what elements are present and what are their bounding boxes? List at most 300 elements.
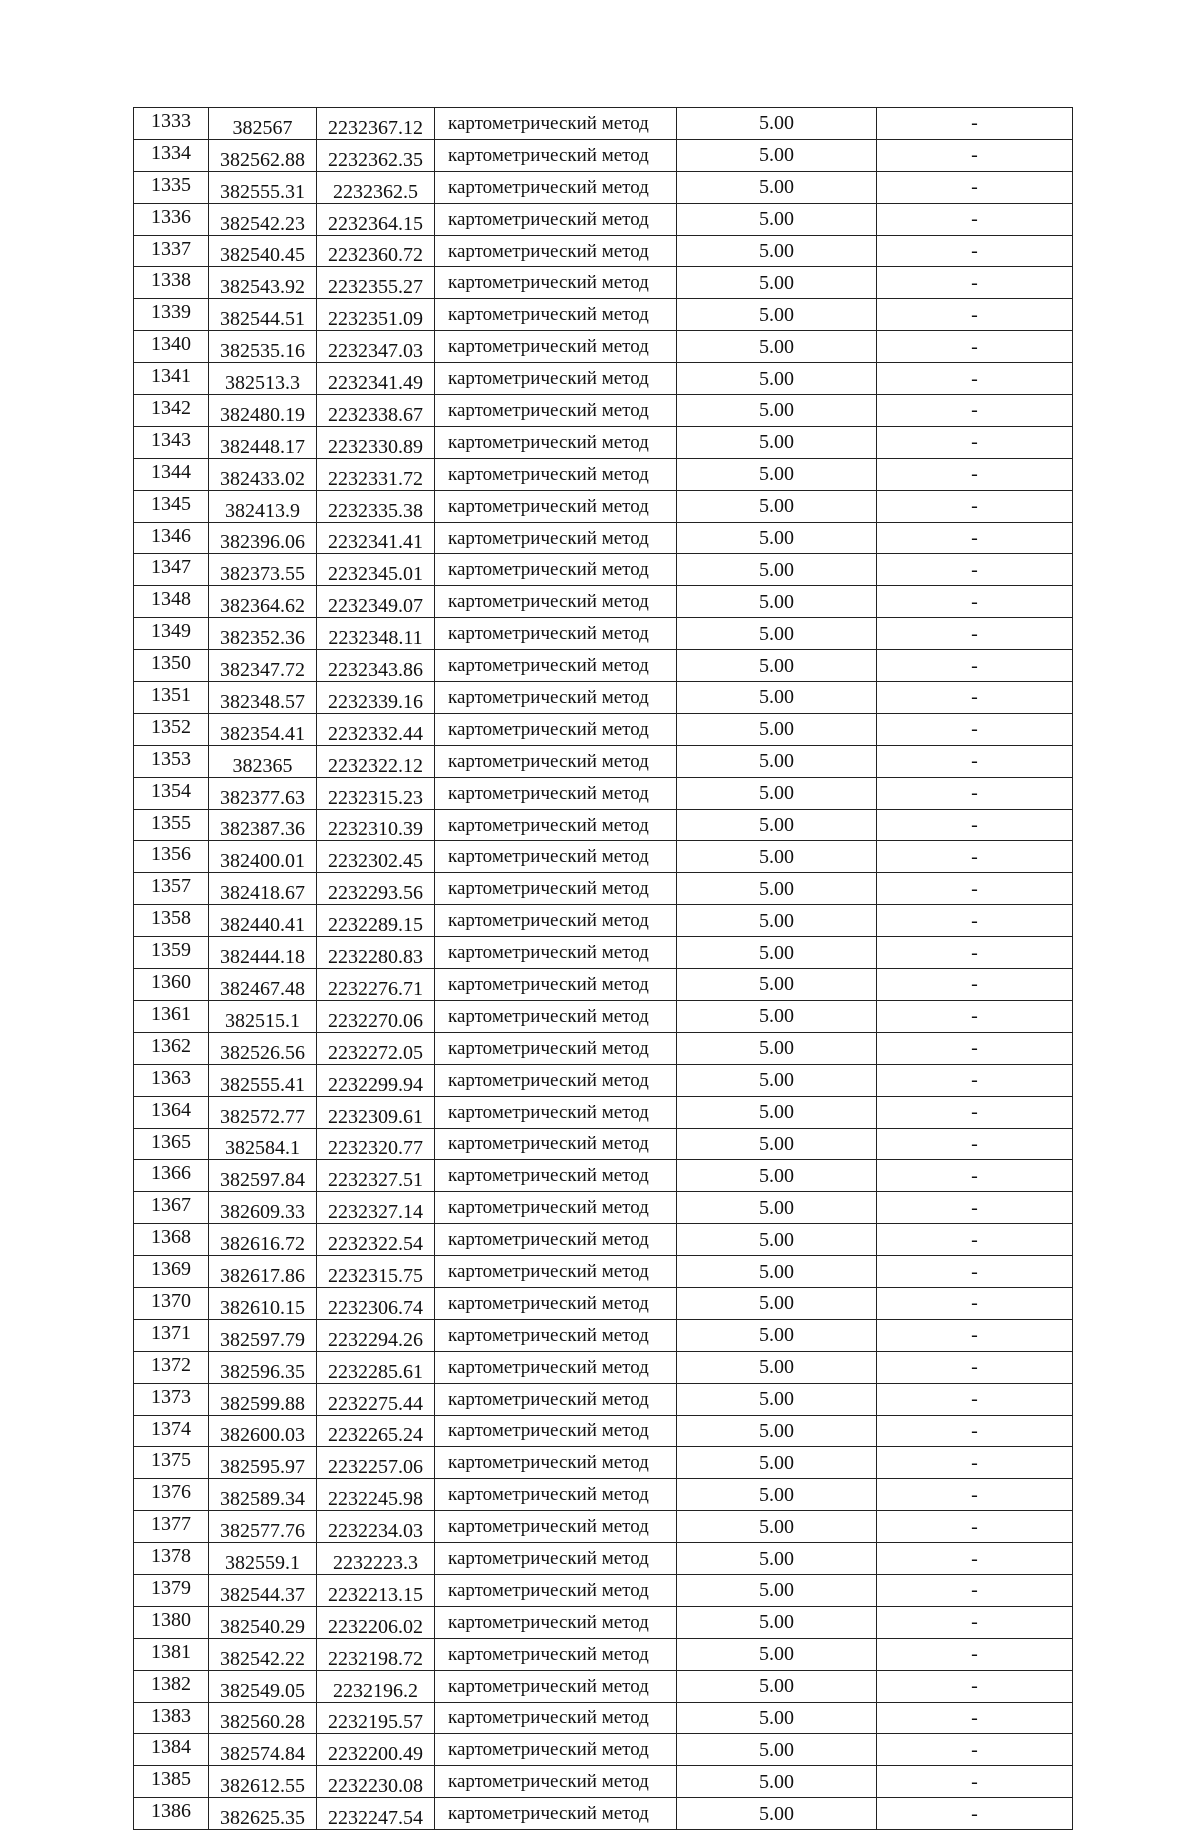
accuracy-cell: 5.00 — [677, 1287, 877, 1319]
x-coordinate-cell: 382347.72 — [209, 650, 317, 682]
point-number-cell: 1350 — [134, 650, 209, 682]
description-cell: - — [877, 267, 1073, 299]
description-cell: - — [877, 1798, 1073, 1830]
x-coordinate-cell: 382440.41 — [209, 905, 317, 937]
table-row — [134, 139, 1073, 171]
table-row — [134, 1638, 1073, 1670]
point-number-cell: 1338 — [134, 267, 209, 299]
table-row — [134, 1064, 1073, 1096]
description-cell: - — [877, 1224, 1073, 1256]
method-cell: картометрический метод — [435, 363, 677, 395]
method-cell: картометрический метод — [435, 873, 677, 905]
y-coordinate-cell: 2232198.72 — [317, 1638, 435, 1670]
table-row — [134, 1096, 1073, 1128]
method-cell: картометрический метод — [435, 777, 677, 809]
x-coordinate-cell: 382609.33 — [209, 1192, 317, 1224]
description-cell: - — [877, 108, 1073, 140]
description-cell: - — [877, 1383, 1073, 1415]
description-cell: - — [877, 171, 1073, 203]
y-coordinate-cell: 2232309.61 — [317, 1096, 435, 1128]
description-cell: - — [877, 1000, 1073, 1032]
description-cell: - — [877, 1606, 1073, 1638]
method-cell: картометрический метод — [435, 1798, 677, 1830]
point-number-cell: 1384 — [134, 1734, 209, 1766]
table-row — [134, 1000, 1073, 1032]
description-cell: - — [877, 650, 1073, 682]
x-coordinate-cell: 382515.1 — [209, 1000, 317, 1032]
method-cell: картометрический метод — [435, 1192, 677, 1224]
description-cell: - — [877, 1032, 1073, 1064]
method-cell: картометрический метод — [435, 490, 677, 522]
description-cell: - — [877, 1766, 1073, 1798]
accuracy-cell: 5.00 — [677, 490, 877, 522]
table-row — [134, 873, 1073, 905]
description-cell: - — [877, 1319, 1073, 1351]
accuracy-cell: 5.00 — [677, 299, 877, 331]
point-number-cell: 1364 — [134, 1096, 209, 1128]
table-row — [134, 1798, 1073, 1830]
description-cell: - — [877, 1192, 1073, 1224]
description-cell: - — [877, 1670, 1073, 1702]
y-coordinate-cell: 2232327.14 — [317, 1192, 435, 1224]
x-coordinate-cell: 382352.36 — [209, 618, 317, 650]
description-cell: - — [877, 490, 1073, 522]
description-cell: - — [877, 426, 1073, 458]
table-row — [134, 586, 1073, 618]
table-row — [134, 1766, 1073, 1798]
method-cell: картометрический метод — [435, 1766, 677, 1798]
x-coordinate-cell: 382448.17 — [209, 426, 317, 458]
table-row — [134, 1606, 1073, 1638]
description-cell: - — [877, 395, 1073, 427]
point-number-cell: 1356 — [134, 841, 209, 873]
y-coordinate-cell: 2232213.15 — [317, 1574, 435, 1606]
x-coordinate-cell: 382600.03 — [209, 1415, 317, 1447]
method-cell: картометрический метод — [435, 841, 677, 873]
point-number-cell: 1373 — [134, 1383, 209, 1415]
point-number-cell: 1382 — [134, 1670, 209, 1702]
accuracy-cell: 5.00 — [677, 1032, 877, 1064]
x-coordinate-cell: 382373.55 — [209, 554, 317, 586]
accuracy-cell: 5.00 — [677, 809, 877, 841]
point-number-cell: 1353 — [134, 745, 209, 777]
method-cell: картометрический метод — [435, 554, 677, 586]
table-row — [134, 937, 1073, 969]
table-row — [134, 682, 1073, 714]
x-coordinate-cell: 382616.72 — [209, 1224, 317, 1256]
y-coordinate-cell: 2232351.09 — [317, 299, 435, 331]
table-row — [134, 905, 1073, 937]
y-coordinate-cell: 2232306.74 — [317, 1287, 435, 1319]
accuracy-cell: 5.00 — [677, 777, 877, 809]
accuracy-cell: 5.00 — [677, 650, 877, 682]
description-cell: - — [877, 937, 1073, 969]
accuracy-cell: 5.00 — [677, 841, 877, 873]
accuracy-cell: 5.00 — [677, 1574, 877, 1606]
accuracy-cell: 5.00 — [677, 1415, 877, 1447]
x-coordinate-cell: 382544.37 — [209, 1574, 317, 1606]
table-row — [134, 331, 1073, 363]
y-coordinate-cell: 2232320.77 — [317, 1128, 435, 1160]
method-cell: картометрический метод — [435, 1256, 677, 1288]
point-number-cell: 1376 — [134, 1479, 209, 1511]
accuracy-cell: 5.00 — [677, 713, 877, 745]
description-cell: - — [877, 586, 1073, 618]
point-number-cell: 1346 — [134, 522, 209, 554]
method-cell: картометрический метод — [435, 682, 677, 714]
x-coordinate-cell: 382348.57 — [209, 682, 317, 714]
x-coordinate-cell: 382595.97 — [209, 1447, 317, 1479]
accuracy-cell: 5.00 — [677, 873, 877, 905]
x-coordinate-cell: 382560.28 — [209, 1702, 317, 1734]
description-cell: - — [877, 841, 1073, 873]
method-cell: картометрический метод — [435, 522, 677, 554]
point-number-cell: 1361 — [134, 1000, 209, 1032]
coordinates-table-body — [134, 108, 1073, 1830]
description-cell: - — [877, 554, 1073, 586]
y-coordinate-cell: 2232234.03 — [317, 1511, 435, 1543]
y-coordinate-cell: 2232330.89 — [317, 426, 435, 458]
table-row — [134, 522, 1073, 554]
accuracy-cell: 5.00 — [677, 1351, 877, 1383]
point-number-cell: 1337 — [134, 235, 209, 267]
accuracy-cell: 5.00 — [677, 1383, 877, 1415]
y-coordinate-cell: 2232367.12 — [317, 108, 435, 140]
description-cell: - — [877, 1702, 1073, 1734]
y-coordinate-cell: 2232315.23 — [317, 777, 435, 809]
method-cell: картометрический метод — [435, 1287, 677, 1319]
table-row — [134, 1734, 1073, 1766]
method-cell: картометрический метод — [435, 139, 677, 171]
method-cell: картометрический метод — [435, 1351, 677, 1383]
accuracy-cell: 5.00 — [677, 1064, 877, 1096]
description-cell: - — [877, 682, 1073, 714]
point-number-cell: 1369 — [134, 1256, 209, 1288]
x-coordinate-cell: 382354.41 — [209, 713, 317, 745]
accuracy-cell: 5.00 — [677, 1511, 877, 1543]
point-number-cell: 1375 — [134, 1447, 209, 1479]
point-number-cell: 1352 — [134, 713, 209, 745]
x-coordinate-cell: 382377.63 — [209, 777, 317, 809]
table-row — [134, 171, 1073, 203]
accuracy-cell: 5.00 — [677, 1256, 877, 1288]
method-cell: картометрический метод — [435, 586, 677, 618]
method-cell: картометрический метод — [435, 713, 677, 745]
x-coordinate-cell: 382365 — [209, 745, 317, 777]
x-coordinate-cell: 382467.48 — [209, 969, 317, 1001]
method-cell: картометрический метод — [435, 1670, 677, 1702]
description-cell: - — [877, 1064, 1073, 1096]
y-coordinate-cell: 2232289.15 — [317, 905, 435, 937]
accuracy-cell: 5.00 — [677, 108, 877, 140]
y-coordinate-cell: 2232355.27 — [317, 267, 435, 299]
x-coordinate-cell: 382599.88 — [209, 1383, 317, 1415]
table-row — [134, 458, 1073, 490]
accuracy-cell: 5.00 — [677, 267, 877, 299]
x-coordinate-cell: 382559.1 — [209, 1543, 317, 1575]
method-cell: картометрический метод — [435, 1479, 677, 1511]
point-number-cell: 1333 — [134, 108, 209, 140]
description-cell: - — [877, 331, 1073, 363]
x-coordinate-cell: 382396.06 — [209, 522, 317, 554]
point-number-cell: 1336 — [134, 203, 209, 235]
y-coordinate-cell: 2232206.02 — [317, 1606, 435, 1638]
x-coordinate-cell: 382413.9 — [209, 490, 317, 522]
x-coordinate-cell: 382562.88 — [209, 139, 317, 171]
accuracy-cell: 5.00 — [677, 1543, 877, 1575]
description-cell: - — [877, 777, 1073, 809]
point-number-cell: 1335 — [134, 171, 209, 203]
y-coordinate-cell: 2232275.44 — [317, 1383, 435, 1415]
y-coordinate-cell: 2232299.94 — [317, 1064, 435, 1096]
y-coordinate-cell: 2232362.5 — [317, 171, 435, 203]
y-coordinate-cell: 2232302.45 — [317, 841, 435, 873]
description-cell: - — [877, 1447, 1073, 1479]
table-row — [134, 1287, 1073, 1319]
x-coordinate-cell: 382549.05 — [209, 1670, 317, 1702]
accuracy-cell: 5.00 — [677, 1734, 877, 1766]
description-cell: - — [877, 1128, 1073, 1160]
table-row — [134, 1256, 1073, 1288]
description-cell: - — [877, 713, 1073, 745]
point-number-cell: 1385 — [134, 1766, 209, 1798]
x-coordinate-cell: 382364.62 — [209, 586, 317, 618]
point-number-cell: 1378 — [134, 1543, 209, 1575]
method-cell: картометрический метод — [435, 1543, 677, 1575]
table-row — [134, 1351, 1073, 1383]
y-coordinate-cell: 2232247.54 — [317, 1798, 435, 1830]
table-row — [134, 1574, 1073, 1606]
table-row — [134, 426, 1073, 458]
y-coordinate-cell: 2232331.72 — [317, 458, 435, 490]
table-row — [134, 1702, 1073, 1734]
table-row — [134, 777, 1073, 809]
method-cell: картометрический метод — [435, 1511, 677, 1543]
point-number-cell: 1351 — [134, 682, 209, 714]
point-number-cell: 1348 — [134, 586, 209, 618]
y-coordinate-cell: 2232349.07 — [317, 586, 435, 618]
point-number-cell: 1347 — [134, 554, 209, 586]
accuracy-cell: 5.00 — [677, 1606, 877, 1638]
point-number-cell: 1360 — [134, 969, 209, 1001]
table-row — [134, 554, 1073, 586]
description-cell: - — [877, 1479, 1073, 1511]
description-cell: - — [877, 1096, 1073, 1128]
x-coordinate-cell: 382625.35 — [209, 1798, 317, 1830]
x-coordinate-cell: 382387.36 — [209, 809, 317, 841]
method-cell: картометрический метод — [435, 331, 677, 363]
method-cell: картометрический метод — [435, 618, 677, 650]
y-coordinate-cell: 2232343.86 — [317, 650, 435, 682]
method-cell: картометрический метод — [435, 1574, 677, 1606]
y-coordinate-cell: 2232265.24 — [317, 1415, 435, 1447]
method-cell: картометрический метод — [435, 969, 677, 1001]
y-coordinate-cell: 2232294.26 — [317, 1319, 435, 1351]
accuracy-cell: 5.00 — [677, 969, 877, 1001]
accuracy-cell: 5.00 — [677, 682, 877, 714]
y-coordinate-cell: 2232257.06 — [317, 1447, 435, 1479]
x-coordinate-cell: 382535.16 — [209, 331, 317, 363]
x-coordinate-cell: 382597.84 — [209, 1160, 317, 1192]
accuracy-cell: 5.00 — [677, 937, 877, 969]
point-number-cell: 1377 — [134, 1511, 209, 1543]
x-coordinate-cell: 382589.34 — [209, 1479, 317, 1511]
x-coordinate-cell: 382542.22 — [209, 1638, 317, 1670]
point-number-cell: 1339 — [134, 299, 209, 331]
point-number-cell: 1358 — [134, 905, 209, 937]
method-cell: картометрический метод — [435, 395, 677, 427]
description-cell: - — [877, 1287, 1073, 1319]
coordinates-table — [133, 107, 1073, 1830]
y-coordinate-cell: 2232341.41 — [317, 522, 435, 554]
description-cell: - — [877, 618, 1073, 650]
y-coordinate-cell: 2232200.49 — [317, 1734, 435, 1766]
x-coordinate-cell: 382584.1 — [209, 1128, 317, 1160]
method-cell: картометрический метод — [435, 235, 677, 267]
table-row — [134, 1511, 1073, 1543]
method-cell: картометрический метод — [435, 905, 677, 937]
point-number-cell: 1340 — [134, 331, 209, 363]
accuracy-cell: 5.00 — [677, 745, 877, 777]
method-cell: картометрический метод — [435, 458, 677, 490]
table-row — [134, 1479, 1073, 1511]
method-cell: картометрический метод — [435, 650, 677, 682]
accuracy-cell: 5.00 — [677, 1128, 877, 1160]
point-number-cell: 1345 — [134, 490, 209, 522]
point-number-cell: 1365 — [134, 1128, 209, 1160]
table-row — [134, 618, 1073, 650]
point-number-cell: 1355 — [134, 809, 209, 841]
method-cell: картометрический метод — [435, 809, 677, 841]
y-coordinate-cell: 2232196.2 — [317, 1670, 435, 1702]
accuracy-cell: 5.00 — [677, 1096, 877, 1128]
x-coordinate-cell: 382540.45 — [209, 235, 317, 267]
table-row — [134, 1543, 1073, 1575]
table-row — [134, 490, 1073, 522]
accuracy-cell: 5.00 — [677, 554, 877, 586]
accuracy-cell: 5.00 — [677, 331, 877, 363]
point-number-cell: 1363 — [134, 1064, 209, 1096]
accuracy-cell: 5.00 — [677, 395, 877, 427]
x-coordinate-cell: 382540.29 — [209, 1606, 317, 1638]
x-coordinate-cell: 382542.23 — [209, 203, 317, 235]
method-cell: картометрический метод — [435, 1734, 677, 1766]
table-row — [134, 1383, 1073, 1415]
accuracy-cell: 5.00 — [677, 1319, 877, 1351]
accuracy-cell: 5.00 — [677, 458, 877, 490]
point-number-cell: 1342 — [134, 395, 209, 427]
point-number-cell: 1357 — [134, 873, 209, 905]
table-row — [134, 745, 1073, 777]
x-coordinate-cell: 382418.67 — [209, 873, 317, 905]
table-row — [134, 841, 1073, 873]
method-cell: картометрический метод — [435, 299, 677, 331]
description-cell: - — [877, 203, 1073, 235]
y-coordinate-cell: 2232293.56 — [317, 873, 435, 905]
point-number-cell: 1374 — [134, 1415, 209, 1447]
x-coordinate-cell: 382480.19 — [209, 395, 317, 427]
y-coordinate-cell: 2232245.98 — [317, 1479, 435, 1511]
description-cell: - — [877, 1638, 1073, 1670]
table-row — [134, 203, 1073, 235]
point-number-cell: 1371 — [134, 1319, 209, 1351]
accuracy-cell: 5.00 — [677, 1670, 877, 1702]
point-number-cell: 1366 — [134, 1160, 209, 1192]
x-coordinate-cell: 382526.56 — [209, 1032, 317, 1064]
y-coordinate-cell: 2232335.38 — [317, 490, 435, 522]
x-coordinate-cell: 382617.86 — [209, 1256, 317, 1288]
y-coordinate-cell: 2232310.39 — [317, 809, 435, 841]
y-coordinate-cell: 2232230.08 — [317, 1766, 435, 1798]
point-number-cell: 1379 — [134, 1574, 209, 1606]
x-coordinate-cell: 382544.51 — [209, 299, 317, 331]
description-cell: - — [877, 1543, 1073, 1575]
description-cell: - — [877, 1415, 1073, 1447]
x-coordinate-cell: 382567 — [209, 108, 317, 140]
accuracy-cell: 5.00 — [677, 905, 877, 937]
method-cell: картометрический метод — [435, 1702, 677, 1734]
y-coordinate-cell: 2232345.01 — [317, 554, 435, 586]
x-coordinate-cell: 382400.01 — [209, 841, 317, 873]
x-coordinate-cell: 382612.55 — [209, 1766, 317, 1798]
description-cell: - — [877, 1256, 1073, 1288]
y-coordinate-cell: 2232338.67 — [317, 395, 435, 427]
description-cell: - — [877, 905, 1073, 937]
description-cell: - — [877, 1574, 1073, 1606]
accuracy-cell: 5.00 — [677, 1447, 877, 1479]
table-row — [134, 969, 1073, 1001]
point-number-cell: 1367 — [134, 1192, 209, 1224]
method-cell: картометрический метод — [435, 171, 677, 203]
accuracy-cell: 5.00 — [677, 1702, 877, 1734]
accuracy-cell: 5.00 — [677, 1000, 877, 1032]
table-row — [134, 1032, 1073, 1064]
method-cell: картометрический метод — [435, 1224, 677, 1256]
x-coordinate-cell: 382543.92 — [209, 267, 317, 299]
accuracy-cell: 5.00 — [677, 1766, 877, 1798]
accuracy-cell: 5.00 — [677, 586, 877, 618]
point-number-cell: 1362 — [134, 1032, 209, 1064]
description-cell: - — [877, 139, 1073, 171]
accuracy-cell: 5.00 — [677, 1638, 877, 1670]
method-cell: картометрический метод — [435, 1128, 677, 1160]
accuracy-cell: 5.00 — [677, 1479, 877, 1511]
point-number-cell: 1344 — [134, 458, 209, 490]
x-coordinate-cell: 382555.31 — [209, 171, 317, 203]
point-number-cell: 1368 — [134, 1224, 209, 1256]
description-cell: - — [877, 809, 1073, 841]
table-row — [134, 1224, 1073, 1256]
table-row — [134, 1670, 1073, 1702]
accuracy-cell: 5.00 — [677, 1798, 877, 1830]
y-coordinate-cell: 2232315.75 — [317, 1256, 435, 1288]
method-cell: картометрический метод — [435, 1638, 677, 1670]
accuracy-cell: 5.00 — [677, 1192, 877, 1224]
accuracy-cell: 5.00 — [677, 1160, 877, 1192]
method-cell: картометрический метод — [435, 1606, 677, 1638]
x-coordinate-cell: 382572.77 — [209, 1096, 317, 1128]
x-coordinate-cell: 382597.79 — [209, 1319, 317, 1351]
point-number-cell: 1354 — [134, 777, 209, 809]
y-coordinate-cell: 2232270.06 — [317, 1000, 435, 1032]
description-cell: - — [877, 1351, 1073, 1383]
x-coordinate-cell: 382596.35 — [209, 1351, 317, 1383]
point-number-cell: 1380 — [134, 1606, 209, 1638]
method-cell: картометрический метод — [435, 1447, 677, 1479]
x-coordinate-cell: 382555.41 — [209, 1064, 317, 1096]
method-cell: картометрический метод — [435, 1319, 677, 1351]
accuracy-cell: 5.00 — [677, 1224, 877, 1256]
